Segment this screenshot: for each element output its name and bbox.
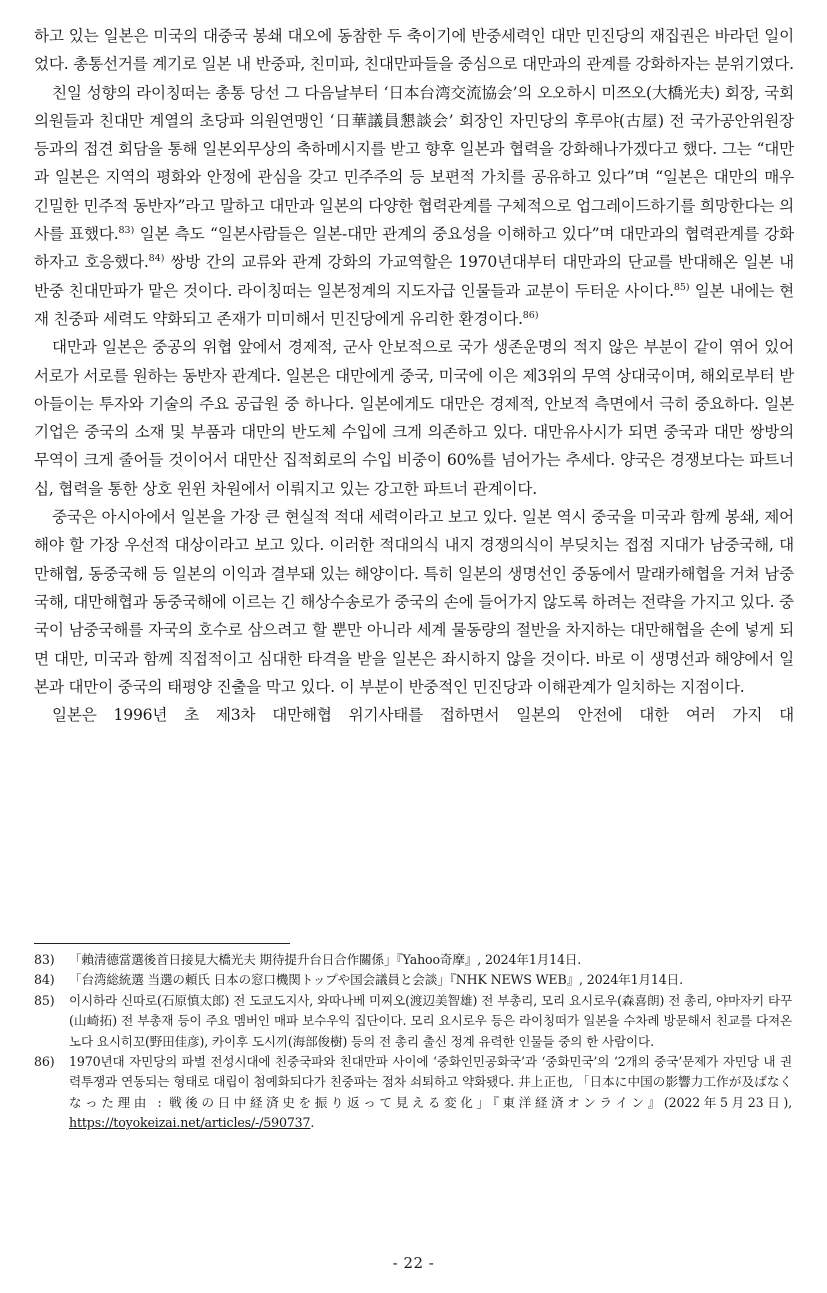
footnote-text: 「台湾総統選 当選の頼氏 日本の窓口機関トップや国会議員と会談」『NHK NEWS WEB』, 2024年1月14日.: [69, 972, 683, 988]
footnote-ref-83[interactable]: 83): [118, 224, 135, 236]
footnote-number: 84): [34, 972, 55, 988]
paragraph-text: 하고 있는 일본은 미국의 대중국 봉쇄 대오에 동참한 두 축이기에 반중세력인 대만 민진당의 재집권은 바라던 일이었다. 총통선거를 계기로 일본 내 반중파, 친미파, 친대만파들을 중심으로 대만과의 관계를 강화하자는 분위기였다.: [34, 27, 794, 74]
page-number: - 22 -: [392, 1254, 435, 1272]
footnote-84: [34, 970, 792, 990]
paragraph: [34, 333, 794, 503]
footnote-86: [34, 1052, 792, 1134]
paragraph: [34, 503, 794, 701]
paragraph: [34, 22, 794, 79]
footnote-tail: .: [310, 1115, 315, 1131]
footnote-number: 83): [34, 952, 55, 967]
footnote-ref-86[interactable]: 86): [522, 309, 539, 321]
paragraph-text: 중국은 아시아에서 일본을 가장 큰 현실적 적대 세력이라고 보고 있다. 일본 역시 중국을 미국과 함께 봉쇄, 제어해야 할 가장 우선적 대상이라고 보고 있다. 이러한 적대의식 내지 경쟁의식이 부딪치는 접점 지대가 남중국해, 대만해협, 동중국해 등 일본의 이익과 결부돼 있는 해양이다. 특히 일본의 생명선인 중동에서 말래카해협을 거쳐 남중국해, 대만해협과 동중국해에 이르는 긴 해상수송로가 중국의 손에 들어가지 않도록 하려는 전략을 가지고 있다. 중국이 남중국해를 자국의 호수로 삼으려고 할 뿐만 아니라 세계 물동량의 절반을 차지하는 대만해협을 손에 넣게 되면 대만, 미국과 함께 직접적이고 심대한 타격을 받을 일본은 좌시하지 않을 것이다. 바로 이 생명선과 해양에서 일본과 대만이 중국의 태평양 진출을 막고 있다. 이 부분이 반중적인 민진당과 이해관계가 일치하는 지점이다.: [34, 508, 794, 696]
paragraph-text: 대만과 일본은 중공의 위협 앞에서 경제적, 군사 안보적으로 국가 생존운명의 적지 않은 부분이 같이 엮어 있어 서로가 서로를 원하는 동반자 관계다. 일본은 대만에게 중국, 미국에 이은 제3위의 무역 상대국이며, 해외로부터 받아들이는 투자와 기술의 주요 공급원 중 하나다. 일본에게도 대만은 경제적, 안보적 측면에서 극히 중요하다. 일본 기업은 중국의 소재 및 부품과 대만의 반도체 수입에 크게 의존하고 있다. 대만유사시가 되면 중국과 대만 쌍방의 무역이 크게 줄어들 것이어서 대만산 집적회로의 수입 비중이 60%를 넘어가는 추세다. 양국은 경쟁보다는 파트너십, 협력을 통한 상호 윈윈 차원에서 이뤄지고 있는 강고한 파트너 관계이다.: [34, 338, 794, 498]
paragraph: [34, 701, 794, 729]
footnote-divider: [34, 943, 290, 944]
footnote-text: [69, 1052, 792, 1134]
paragraph-text: 쌍방 간의 교류와 관계 강화의 가교역할은 1970년대부터 대만과의 단교를 반대해온 일본 내 반중 친대만파가 맡은 것이다. 라이칭떠는 일본정계의 지도자급 인물들과 교분이 두터운 사이다.: [34, 253, 794, 300]
paragraph-text: 일본 내에는 현재 친중파 세력도 약화되고 존재가 미미해서 민진당에게 유리한 환경이다.: [34, 281, 794, 328]
footnote-ref-84[interactable]: 84): [148, 253, 165, 265]
source-link[interactable]: https://toyokeizai.net/articles/-/590737: [69, 1115, 311, 1131]
footnote-ref-85[interactable]: 85): [673, 281, 690, 293]
footnote-number: 85): [34, 992, 55, 1008]
footnote-body: 1970년대 자민당의 파벌 전성시대에 친중국파와 친대만파 사이에 ‘중화인민공화국’과 ‘중화민국’의 ‘2개의 중국’문제가 자민당 내 권력투쟁과 연동되는 형태로 대립이 첨예화되다가 친중파는 점차 쇠퇴하고 약화됐다. 井上正也, 「日本に中国の影響力工作が及ばなくなった理由 : 戦後の日中経済史を振り返って見える変化」『東洋経済オンライン』(2022年5月23日),: [69, 1054, 792, 1110]
footnote-number: 86): [34, 1054, 55, 1070]
paragraph-text: 일본 측도 “일본사람들은 일본-대만 관계의 중요성을 이해하고 있다”며 대만과의 협력관계를 강화하자고 호응했다.: [34, 225, 794, 272]
footnote-83: [34, 950, 792, 970]
footnote-text: 「賴清德當選後首日接見大橋光夫 期待提升台日合作關係」『Yahoo奇摩』, 2024年1月14日.: [69, 952, 582, 967]
footnote-85: [34, 991, 792, 1052]
paragraph-text: 일본은 1996년 초 제3차 대만해협 위기사태를 접하면서 일본의 안전에 대한 여러 가지 대: [52, 706, 794, 725]
paragraph: [34, 79, 794, 334]
footnotes: [34, 950, 792, 1134]
paragraph-text: 친일 성향의 라이칭떠는 총통 당선 그 다음날부터 ‘日本台湾交流協会’의 오오하시 미쯔오(大橋光夫) 회장, 국회의원들과 친대만 계열의 초당파 의원연맹인 ‘日華議員懇談会’ 회장인 자민당의 후루야(古屋) 전 국가공안위원장 등과의 접견 회담을 통해 일본외무상의 축하메시지를 받고 향후 일본과 협력을 강화해나가겠다고 했다. 그는 “대만과 일본은 지역의 평화와 안정에 관심을 갖고 민주주의 등 보편적 가치를 공유하고 있다”며 “일본은 대만의 매우 긴밀한 민주적 동반자”라고 말하고 대만과 일본의 다양한 협력관계를 구체적으로 업그레이드하기를 희망한다는 의사를 표했다.: [34, 83, 794, 244]
main-text: [34, 22, 794, 729]
footnote-text: 이시하라 신따로(石原慎太郎) 전 도쿄도지사, 와따나베 미찌오(渡辺美智雄) 전 부총리, 모리 요시로우(森喜朗) 전 총리, 야마자키 타꾸(山崎拓) 전 부총재 등이 주요 멤버인 매파 보수우익 집단이다. 모리 요시로우 등은 라이칭떠가 일본을 수차례 방문해서 친교를 다져온 노다 요시히꼬(野田佳彦), 카이후 도시끼(海部俊樹) 등의 전 총리 출신 정계 유력한 인물들 중의 한 사람이다.: [69, 992, 792, 1049]
